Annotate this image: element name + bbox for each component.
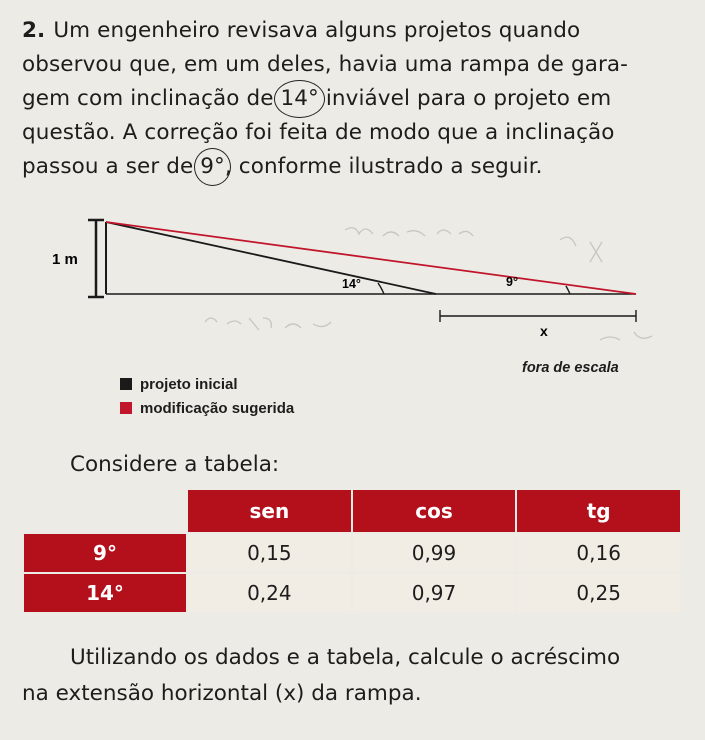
angle-9-label: 9° bbox=[506, 275, 518, 289]
final-line-1: Utilizando os dados e a tabela, calcule o acréscimo bbox=[70, 645, 621, 670]
legend-item-initial bbox=[120, 372, 294, 396]
final-instruction bbox=[22, 640, 702, 712]
angle-arc-14 bbox=[378, 283, 384, 294]
question-line-3-pre: gem com inclinação de bbox=[22, 86, 281, 111]
question-text bbox=[22, 14, 682, 184]
question-line-3-post: inviável para o projeto em bbox=[318, 86, 612, 111]
question-line-5-pre: passou a ser de bbox=[22, 154, 201, 179]
table-row bbox=[24, 574, 680, 612]
legend-label-suggested: modificação sugerida bbox=[140, 399, 295, 417]
cell-cos-9: 0,99 bbox=[353, 534, 516, 572]
legend-item-suggested bbox=[120, 396, 294, 420]
cell-cos-14: 0,97 bbox=[353, 574, 516, 612]
table-row bbox=[24, 534, 680, 572]
angle-14-label: 14° bbox=[342, 277, 361, 291]
cell-sen-14: 0,24 bbox=[188, 574, 351, 612]
height-label: 1 m bbox=[52, 251, 78, 268]
cell-sen-9: 0,15 bbox=[188, 534, 351, 572]
x-label: x bbox=[540, 323, 548, 339]
trig-table bbox=[22, 488, 682, 614]
angle-arc-9 bbox=[566, 286, 570, 294]
question-line-5-post: , conforme ilustrado a seguir. bbox=[224, 154, 543, 179]
trig-table-header bbox=[24, 490, 680, 532]
question-line-4: questão. A correção foi feita de modo que a inclinação bbox=[22, 120, 615, 145]
legend-swatch-suggested bbox=[120, 402, 132, 414]
legend-swatch-initial bbox=[120, 378, 132, 390]
header-tg: tg bbox=[517, 490, 680, 532]
suggested-ramp-line bbox=[106, 222, 636, 294]
angle-initial-circled: 14° bbox=[280, 82, 318, 116]
ramp-figure bbox=[0, 210, 705, 440]
cell-tg-9: 0,16 bbox=[517, 534, 680, 572]
legend bbox=[120, 372, 294, 420]
trig-table-corner bbox=[24, 490, 186, 532]
cell-tg-14: 0,25 bbox=[517, 574, 680, 612]
row-label-14: 14° bbox=[24, 574, 186, 612]
row-label-9: 9° bbox=[24, 534, 186, 572]
final-line-2: na extensão horizontal (x) da rampa. bbox=[22, 681, 422, 706]
height-bracket bbox=[88, 220, 104, 297]
legend-label-initial: projeto inicial bbox=[140, 375, 238, 393]
question-number: 2. bbox=[22, 18, 46, 43]
x-extension-marker bbox=[440, 310, 636, 322]
consider-text: Considere a tabela: bbox=[70, 452, 280, 477]
header-sen: sen bbox=[188, 490, 351, 532]
question-line-1: Um engenheiro revisava alguns projetos quando bbox=[53, 18, 581, 43]
ramp-diagram bbox=[0, 210, 705, 360]
scale-note: fora de escala bbox=[522, 360, 619, 376]
question-line-2: observou que, em um deles, havia uma rampa de gara- bbox=[22, 52, 629, 77]
header-cos: cos bbox=[353, 490, 516, 532]
angle-new-circled: 9° bbox=[200, 150, 225, 184]
